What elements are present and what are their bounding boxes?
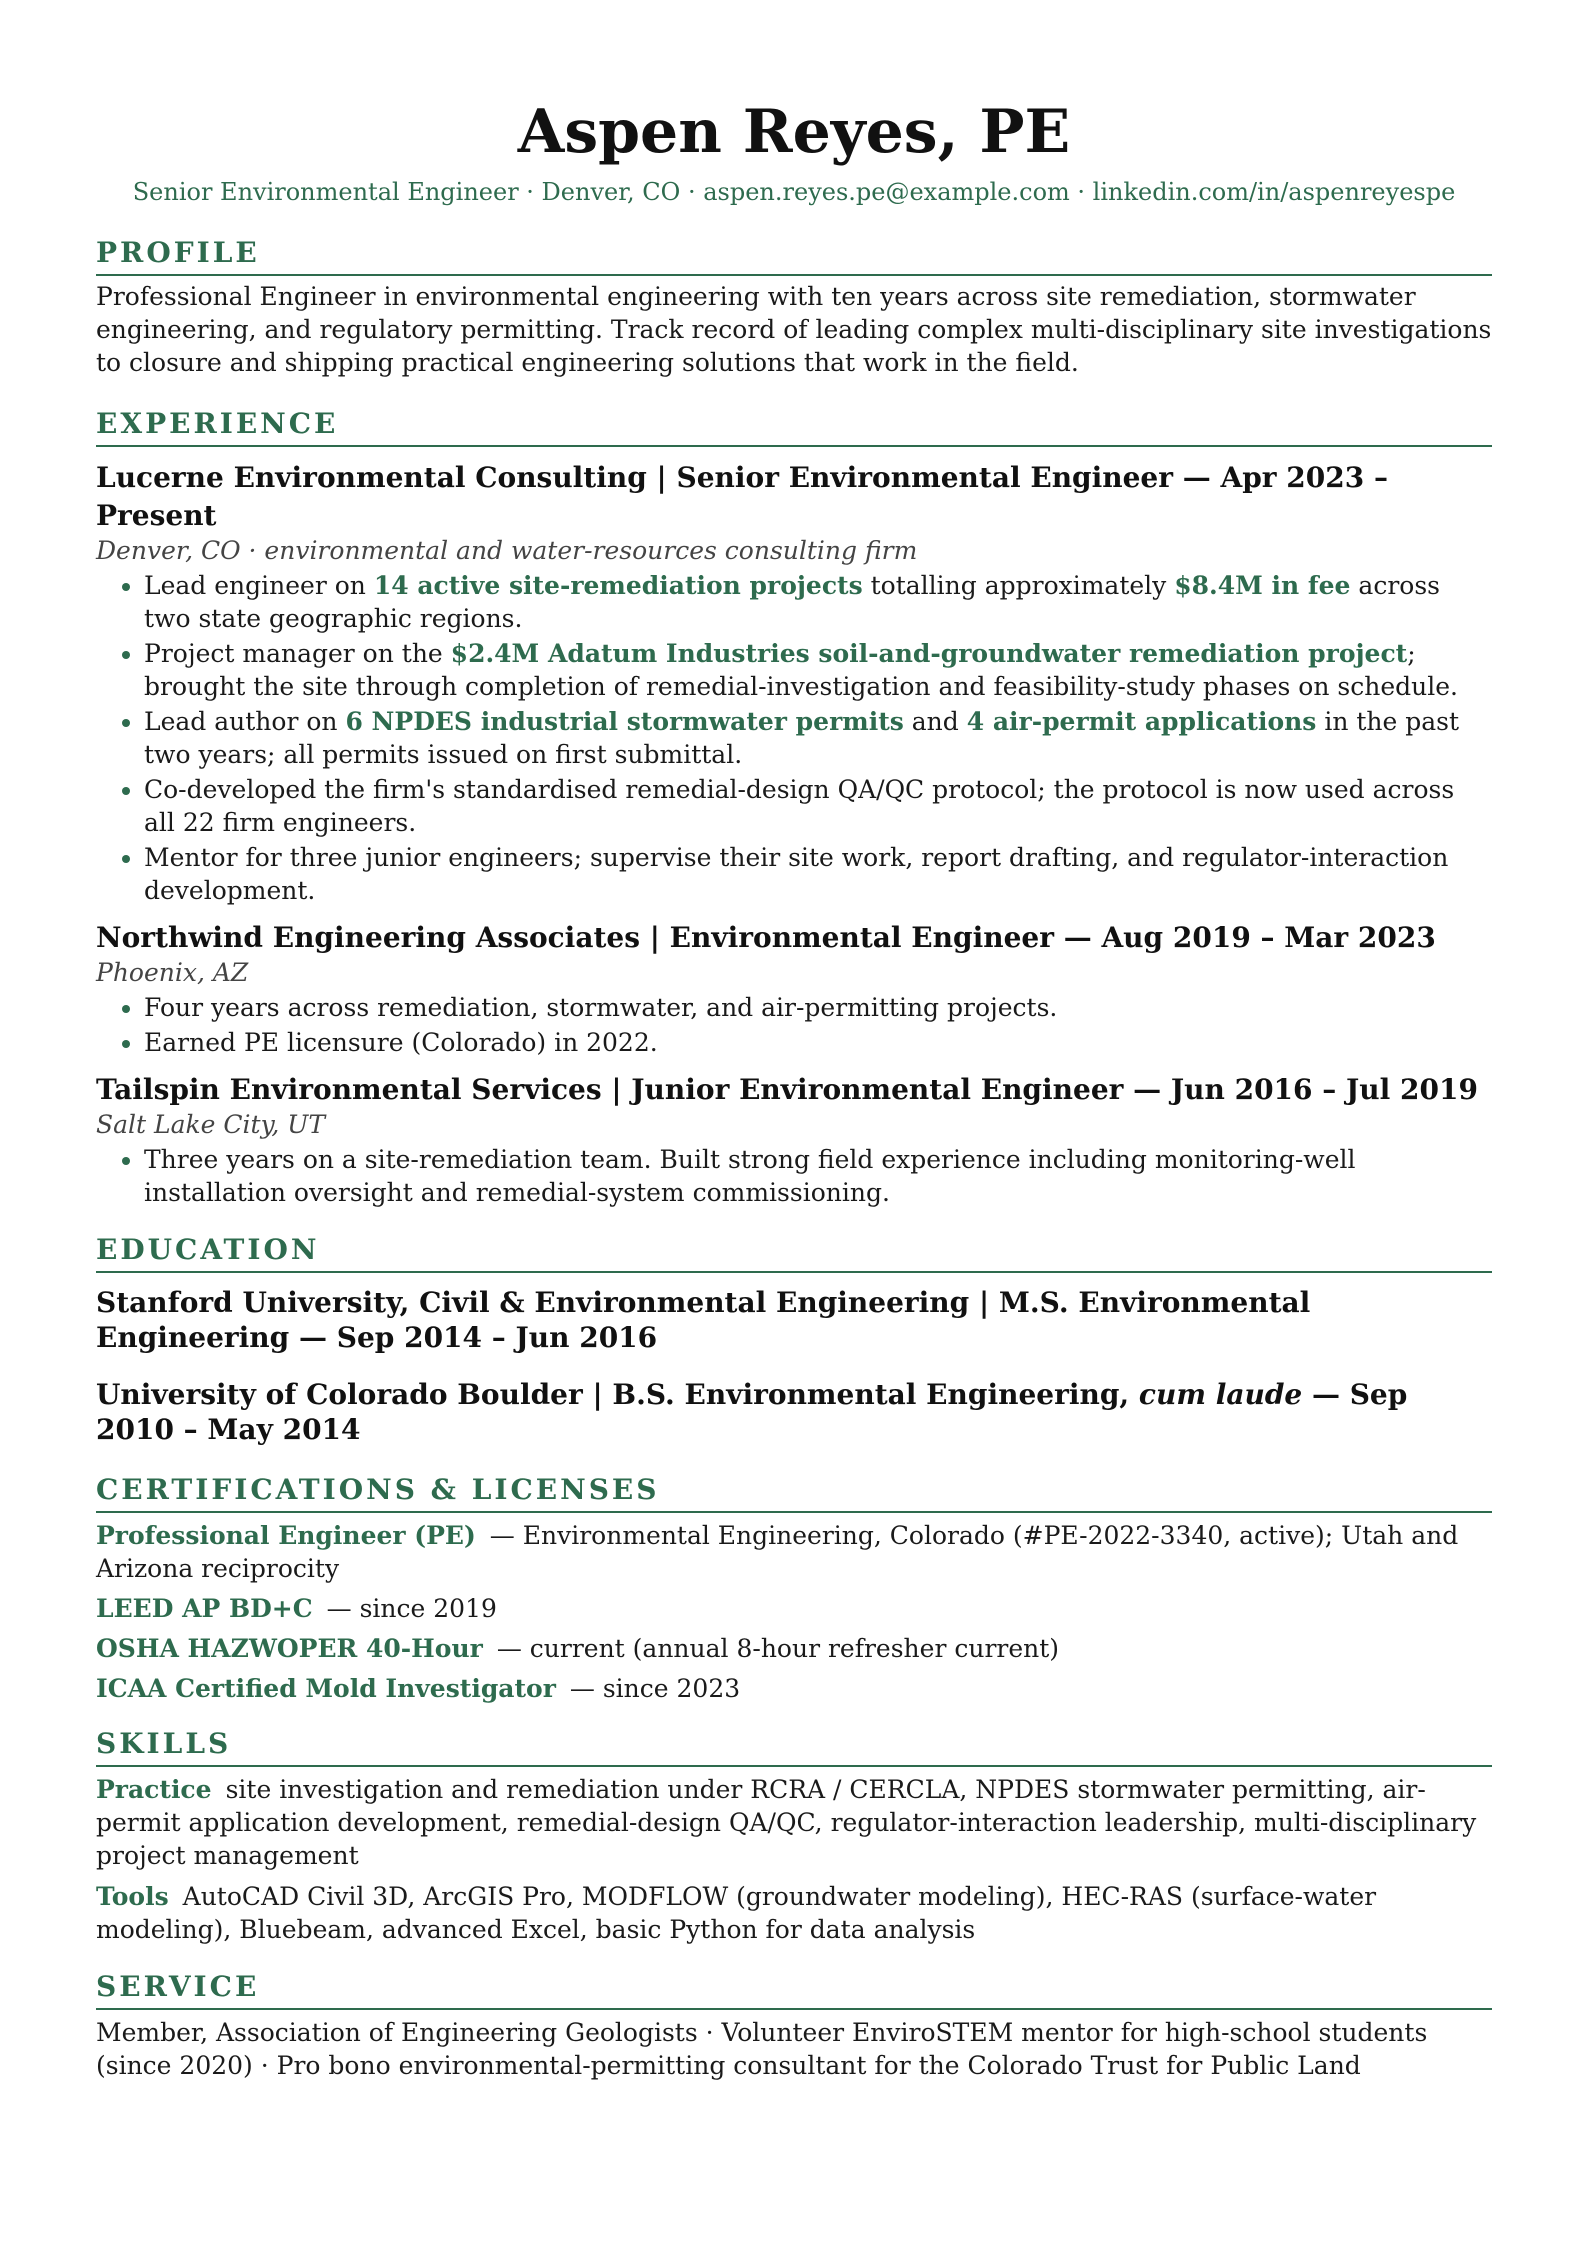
skills-list [96, 1773, 1492, 1946]
skill-label: Tools [96, 1882, 169, 1911]
bullet-item [144, 1026, 1492, 1059]
bullet-highlight: $2.4M Adatum Industries soil-and-groundwater remediation project [450, 639, 1408, 668]
job-title: Tailspin Environmental Services | Junior Environmental Engineer — Jun 2016 – Jul 2019 [96, 1073, 1478, 1106]
section-title-skills: SKILLS [96, 1725, 1492, 1767]
skill-text: AutoCAD Civil 3D, ArcGIS Pro, MODFLOW (groundwater modeling), HEC-RAS (surface-water modeling), Bluebeam, advanced Excel, basic Python for data analysis [96, 1882, 1377, 1944]
job-bullets [96, 991, 1492, 1059]
skill-group [96, 1880, 1492, 1946]
service-text: Member, Association of Engineering Geologists · Volunteer EnviroSTEM mentor for high-school students (since 2020) · Pro bono environmental-permitting consultant for the Colorado Trust for Public Land [96, 2018, 1428, 2080]
bullet-text: totalling approximately [862, 571, 1175, 600]
bullet-item [144, 705, 1492, 771]
bullet-item [144, 1143, 1492, 1209]
job-meta: Phoenix, AZ [96, 958, 249, 987]
bullet-item [144, 637, 1492, 703]
bullet-highlight: 4 air-permit applications [966, 707, 1317, 736]
section-title-experience: EXPERIENCE [96, 405, 1492, 447]
bullet-item [144, 841, 1492, 907]
certification-detail: — since 2023 [569, 1674, 741, 1703]
certifications-list [96, 1519, 1492, 1705]
section-title-certifications: CERTIFICATIONS & LICENSES [96, 1471, 1492, 1513]
skill-label: Practice [96, 1775, 212, 1804]
certification-detail: — Environmental Engineering, Colorado (#PE-2022-3340, active); Utah and Arizona reciprocity [96, 1521, 1459, 1583]
job-title: Lucerne Environmental Consulting | Senior Environmental Engineer — Apr 2023 – Present [96, 461, 1388, 532]
certification-name: LEED AP BD+C [96, 1594, 313, 1623]
job-meta: Denver, CO · environmental and water-resources consulting firm [96, 536, 918, 565]
bullet-text: and [903, 707, 967, 736]
certification-detail: — since 2019 [326, 1594, 497, 1623]
job-entry [96, 919, 1492, 1059]
bullet-text: in the past two years; all permits issued on first submittal. [144, 707, 1460, 769]
certification-name: OSHA HAZWOPER 40-Hour [96, 1634, 483, 1663]
bullet-text: Project manager on the [144, 639, 451, 668]
certification-item [96, 1592, 1492, 1625]
education-text: Stanford University, Civil & Environmental Engineering | M.S. Environmental Engineering — Sep 2014 – Jun 2016 [96, 1286, 1311, 1354]
bullet-text: Four years across remediation, stormwater, and air-permitting projects. [144, 993, 1058, 1022]
bullet-text: Lead author on [144, 707, 346, 736]
education-entry [96, 1285, 1492, 1355]
bullet-text: Mentor for three junior engineers; supervise their site work, report drafting, and regulator-interaction development. [144, 843, 1449, 905]
education-honors: cum laude [1138, 1378, 1303, 1411]
skill-group [96, 1773, 1492, 1872]
skill-text: site investigation and remediation under RCRA / CERCLA, NPDES stormwater permitting, air-permit application development, remedial-design QA/QC, regulator-interaction leadership, multi-disciplinary project management [96, 1775, 1477, 1870]
certification-item [96, 1632, 1492, 1665]
certification-item [96, 1519, 1492, 1585]
education-text: University of Colorado Boulder | B.S. Environmental Engineering, [96, 1378, 1139, 1411]
bullet-text: Earned PE licensure (Colorado) in 2022. [144, 1028, 658, 1057]
certification-name: Professional Engineer (PE) [96, 1521, 476, 1550]
bullet-item [144, 991, 1492, 1024]
section-title-service: SERVICE [96, 1968, 1492, 2010]
job-bullets [96, 569, 1492, 907]
bullet-text: Lead engineer on [144, 571, 374, 600]
job-meta: Salt Lake City, UT [96, 1110, 326, 1139]
education-dates: — Sep 2010 – May 2014 [96, 1378, 1408, 1446]
bullet-highlight: $8.4M in fee [1174, 571, 1351, 600]
education-entry [96, 1377, 1492, 1447]
bullet-item [144, 773, 1492, 839]
job-entry [96, 1071, 1492, 1209]
certification-detail: — current (annual 8-hour refresher current) [496, 1634, 1060, 1663]
section-title-education: EDUCATION [96, 1231, 1492, 1273]
bullet-highlight: 14 active site-remediation projects [373, 571, 863, 600]
job-title: Northwind Engineering Associates | Environmental Engineer — Aug 2019 – Mar 2023 [96, 921, 1436, 954]
job-bullets [96, 1143, 1492, 1209]
job-entry [96, 459, 1492, 907]
resume-page [96, 0, 1492, 2082]
candidate-name: Aspen Reyes, PE [517, 97, 1071, 167]
bullet-text: Co-developed the firm's standardised remedial-design QA/QC protocol; the protocol is now used across all 22 firm engineers. [144, 775, 1455, 837]
bullet-highlight: 6 NPDES industrial stormwater permits [345, 707, 904, 736]
certification-name: ICAA Certified Mold Investigator [96, 1674, 556, 1703]
bullet-text: Three years on a site-remediation team. Built strong field experience including monitoring-well installation oversight and remedial-system commissioning. [144, 1145, 1356, 1207]
contact-line: Senior Environmental Engineer · Denver, CO · aspen.reyes.pe@example.com · linkedin.com/in/aspenreyespe [132, 178, 1456, 206]
bullet-item [144, 569, 1492, 635]
bullet-text: ; brought the site through completion of remedial-investigation and feasibility-study phases on schedule. [144, 639, 1458, 701]
section-title-profile: PROFILE [96, 234, 1492, 276]
profile-text: Professional Engineer in environmental engineering with ten years across site remediation, stormwater engineering, and regulatory permitting. Track record of leading complex multi-disciplinary site investigations to closure and shipping practical engineering solutions that work in the field. [96, 282, 1492, 377]
certification-item [96, 1672, 1492, 1705]
bullet-text: across two state geographic regions. [144, 571, 1440, 633]
